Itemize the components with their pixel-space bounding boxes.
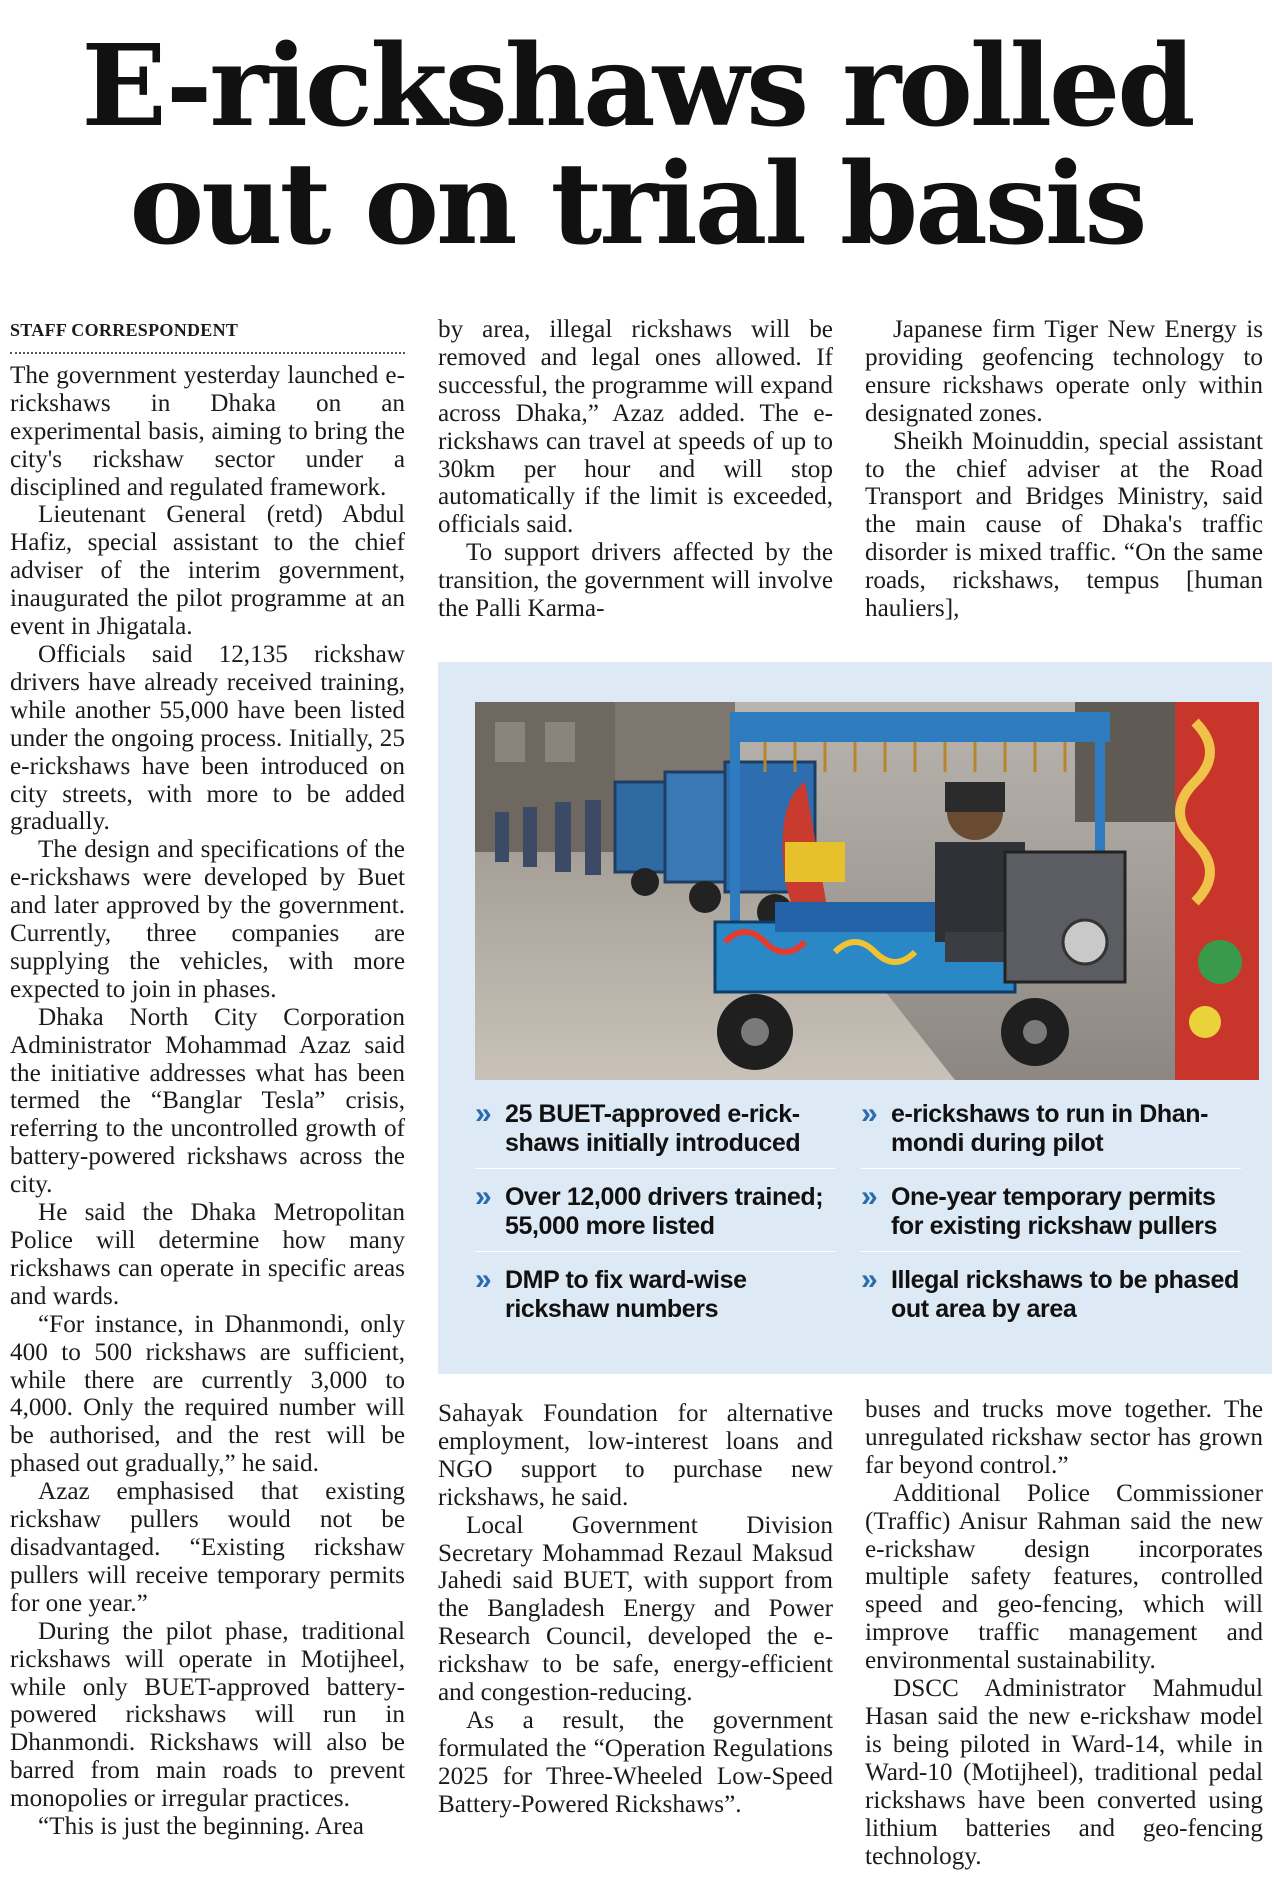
chevron-icon: » — [475, 1263, 484, 1296]
headline — [0, 21, 1274, 270]
paragraph: To support drivers affected by the transition, the government will involve the Palli Karma- — [438, 539, 833, 623]
article-column-2-bottom — [438, 1400, 833, 1819]
highlight-item: » 25 BUET-approved e-rick-shaws initially introduced — [475, 1097, 801, 1157]
paragraph: Japanese firm Tiger New Energy is providing geofencing technology to ensure rickshaws operate only within designated zones. — [865, 316, 1263, 427]
paragraph: He said the Dhaka Metropolitan Police will determine how many rickshaws can operate in specific areas and wards. — [10, 1199, 405, 1310]
headline-line-1: E-rickshaws rolled — [81, 21, 1193, 152]
paragraph: Additional Police Commissioner (Traffic) Anisur Rahman said the new e-rickshaw design incorporates multiple safety features, controlled speed and geo-fencing, which will improve traffic management and environmental sustainability. — [865, 1479, 1263, 1675]
paragraph: buses and trucks move together. The unregulated rickshaw sector has grown far beyond control.” — [865, 1396, 1263, 1479]
paragraph: Officials said 12,135 rickshaw drivers have already received training, while another 55,000 have been listed under the ongoing process. Initially, 25 e-rickshaws have been introduced on city streets, with more to be added gradually. — [10, 640, 405, 836]
paragraph: During the pilot phase, traditional rickshaws will operate in Motijheel, while only BUET-approved battery-powered rickshaws will run in Dhanmondi. Rickshaws will also be barred from main roads to prevent monopolies or irregular practices. — [10, 1617, 405, 1813]
highlights-right — [861, 1097, 1241, 1324]
paragraph: Sheikh Moinuddin, special assistant to the chief adviser at the Road Transport and Bridges Ministry, said the main cause of Dhaka's traffic disorder is mixed traffic. “On the same roads, rickshaws, tempus [human hauliers], — [865, 427, 1263, 623]
chevron-icon: » — [475, 1180, 484, 1213]
highlight-item: » e-rickshaws to run in Dhan-mondi during pilot — [861, 1097, 1209, 1157]
paragraph: DSCC Administrator Mahmudul Hasan said the new e-rickshaw model is being piloted in Ward-14, while in Ward-10 (Motijheel), traditional pedal rickshaws have been converted using lithium batteries and geo-fencing technology. — [865, 1675, 1263, 1870]
chevron-icon: » — [861, 1097, 870, 1130]
paragraph: Dhaka North City Corporation Administrator Mohammad Azaz said the initiative addresses what has been termed the “Banglar Tesla” crisis, referring to the uncontrolled growth of battery-powered rickshaws across the city. — [10, 1003, 405, 1199]
highlight-item: » One-year temporary permits for existing rickshaw pullers — [861, 1180, 1218, 1240]
byline: STAFF CORRESPONDENT — [10, 317, 405, 354]
paragraph: Azaz emphasised that existing rickshaw pullers would not be disadvantaged. “Existing rickshaw pullers will receive temporary permits for one year.” — [10, 1478, 405, 1617]
paragraph: The design and specifications of the e-rickshaws were developed by Buet and later approved by the government. Currently, three companies are supplying the vehicles, with more expected to join in phases. — [10, 836, 405, 1003]
headline-line-2: out on trial basis — [129, 139, 1145, 270]
paragraph: Lieutenant General (retd) Abdul Hafiz, special assistant to the chief adviser of the interim government, inaugurated the pilot programme at an event in Jhigatala. — [10, 501, 405, 641]
article-column-2-top — [438, 316, 833, 623]
chevron-icon: » — [861, 1180, 870, 1213]
paragraph: “For instance, in Dhanmondi, only 400 to 500 rickshaws are sufficient, while there are currently 3,000 to 4,000. Only the required number will be authorised, and the rest will be phased out gradually,” he said. — [10, 1310, 405, 1478]
paragraph: Sahayak Foundation for alternative employment, low-interest loans and NGO support to purchase new rickshaws, he said. — [438, 1400, 833, 1511]
article-column-3-bottom — [865, 1396, 1263, 1870]
chevron-icon: » — [475, 1097, 484, 1130]
paragraph: by area, illegal rickshaws will be removed and legal ones allowed. If successful, the programme will expand across Dhaka,” Azaz added. The e-rickshaws can travel at speeds of up to 30km per hour and will stop automatically if the limit is exceeded, officials said. — [438, 316, 833, 539]
e-rickshaw-photo — [475, 702, 1259, 1080]
paragraph: As a result, the government formulated the “Operation Regulations 2025 for Three-Wheeled Low-Speed Battery-Powered Rickshaws”. — [438, 1706, 833, 1818]
paragraph: “This is just the beginning. Area — [38, 1813, 364, 1841]
article-column-1 — [10, 317, 405, 1841]
chevron-icon: » — [861, 1263, 870, 1296]
highlight-item: » Illegal rickshaws to be phased out area by area — [861, 1263, 1239, 1323]
paragraph: The government yesterday launched e-rickshaws in Dhaka on an experimental basis, aiming to bring the city's rickshaw sector under a disciplined and regulated framework. — [10, 361, 405, 501]
article-column-3-top — [865, 316, 1263, 623]
highlight-item: » DMP to fix ward-wise rickshaw numbers — [475, 1263, 747, 1323]
highlight-item: » Over 12,000 drivers trained; 55,000 more listed — [475, 1180, 824, 1240]
highlights-left — [475, 1097, 835, 1324]
paragraph: Local Government Division Secretary Mohammad Rezaul Maksud Jahedi said BUET, with support from the Bangladesh Energy and Power Research Council, developed the e-rickshaw to be safe, energy-efficient and congestion-reducing. — [438, 1511, 833, 1707]
